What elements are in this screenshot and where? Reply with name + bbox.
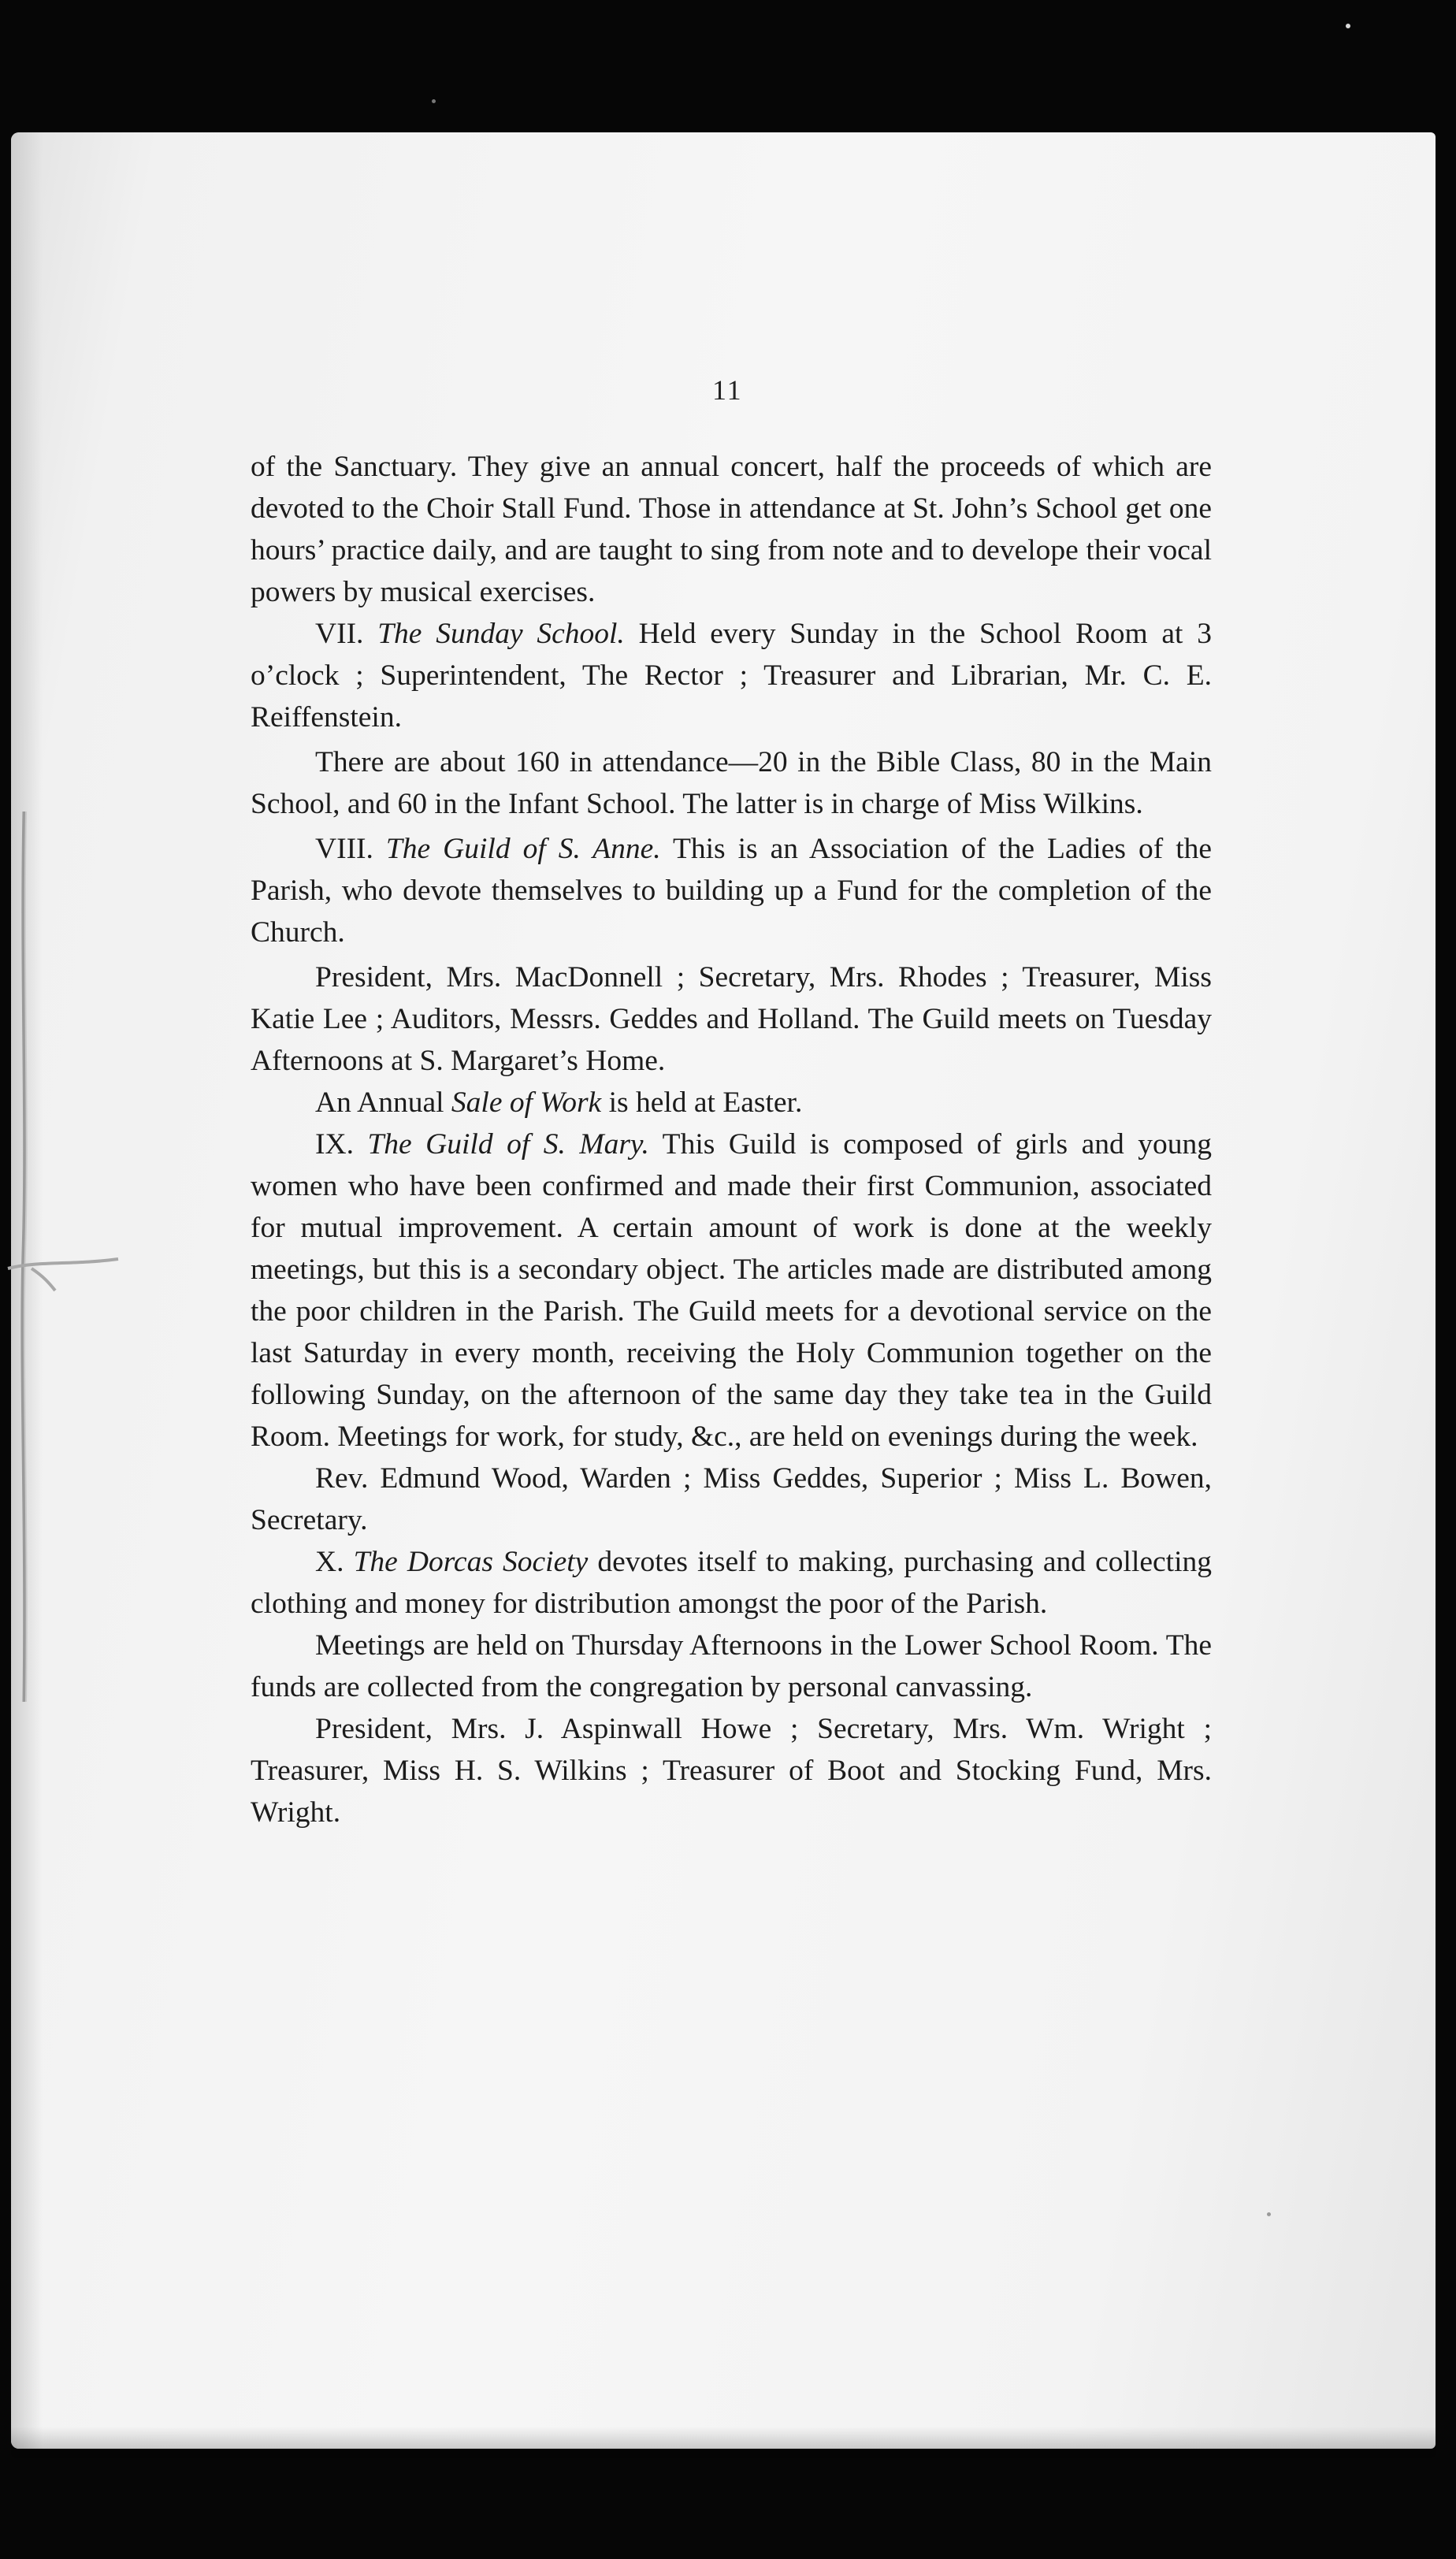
section-number: X. xyxy=(315,1546,344,1578)
paragraph-sale-of-work xyxy=(251,1082,1212,1124)
document-body xyxy=(251,446,1212,1833)
paragraph-text: President, Mrs. J. Aspinwall Howe ; Secretary, Mrs. Wm. Wright ; Treasurer, Miss H. S. Wilkins ; Treasurer of Boot and Stocking Fund, Mrs. Wright. xyxy=(251,1713,1212,1829)
paragraph-text: This is an Association of the Ladies of the Parish, who devote themselves to building up a Fund for the completion of the Church. xyxy=(251,833,1213,949)
paragraph-text: devotes itself to making, purchasing and collecting clothing and money for distribution amongst the poor of the Parish. xyxy=(251,1546,1212,1620)
paragraph-text: Rev. Edmund Wood, Warden ; Miss Geddes, Superior ; Miss L. Bowen, Secretary. xyxy=(251,1462,1212,1536)
paragraph-choir-continued xyxy=(251,446,1212,613)
paragraph-text: There are about 160 in attendance—20 in the Bible Class, 80 in the Main School, and 60 in the Infant School. The latter is in charge of Miss Wilkins. xyxy=(251,746,1212,820)
emphasized-text: Sale of Work xyxy=(451,1086,602,1119)
thread-knot xyxy=(0,1245,126,1292)
paragraph-text-before: An Annual xyxy=(315,1086,444,1119)
paragraph-text: President, Mrs. MacDonnell ; Secretary, Mrs. Rhodes ; Treasurer, Miss Katie Lee ; Auditors, Messrs. Geddes and Holland. The Guild meets on Tuesday Afternoons at S. Margaret’s Home. xyxy=(251,961,1212,1077)
paragraph-text: of the Sanctuary. They give an annual concert, half the proceeds of which are devoted to the Choir Stall Fund. Those in attendance at St. John’s School get one hours’ practice daily, and are taught to sing from note and to develope their vocal powers by musical exercises. xyxy=(251,451,1212,608)
paragraph-sunday-school xyxy=(251,613,1212,738)
dust-speck xyxy=(1346,24,1350,28)
section-number: VII. xyxy=(315,618,364,650)
dust-speck xyxy=(1267,2212,1271,2216)
section-number: VIII. xyxy=(315,833,373,865)
paragraph-dorcas-officers xyxy=(251,1708,1212,1833)
paragraph-s-mary-officers xyxy=(251,1458,1212,1541)
paragraph-attendance xyxy=(251,741,1212,825)
paragraph-guild-s-anne xyxy=(251,828,1212,953)
section-title: The Guild of S. Mary. xyxy=(367,1128,649,1161)
section-title: The Sunday School. xyxy=(377,618,625,650)
section-title: The Dorcas Society xyxy=(353,1546,589,1578)
section-title: The Guild of S. Anne. xyxy=(385,833,661,865)
paragraph-dorcas-society xyxy=(251,1541,1212,1625)
paragraph-text: Meetings are held on Thursday Afternoons in the Lower School Room. The funds are collected from the congregation by personal canvassing. xyxy=(251,1629,1212,1703)
paragraph-guild-s-mary xyxy=(251,1124,1212,1458)
paragraph-dorcas-meetings xyxy=(251,1625,1212,1708)
section-number: IX. xyxy=(315,1128,354,1161)
paragraph-text: This Guild is composed of girls and young women who have been confirmed and made their first Communion, associated for mutual improvement. A certain amount of work is done at the weekly meetings, but this is a secondary object. The articles made are distributed among the poor children in the Parish. The Guild meets for a devotional service on the last Saturday in every month, receiving the Holy Communion together on the following Sunday, on the afternoon of the same day they take tea in the Guild Room. Meetings for work, for study, &c., are held on evenings during the week. xyxy=(251,1128,1212,1453)
paragraph-text-after: is held at Easter. xyxy=(608,1086,803,1119)
dust-speck xyxy=(432,99,436,103)
paragraph-s-anne-officers xyxy=(251,956,1212,1082)
paragraph-text: Held every Sunday in the School Room at 3 o’clock ; Superintendent, The Rector ; Treasurer and Librarian, Mr. C. E. Reiffenstein. xyxy=(251,618,1212,734)
page-bottom-shadow xyxy=(11,2427,1436,2458)
page-number: 11 xyxy=(712,374,743,406)
